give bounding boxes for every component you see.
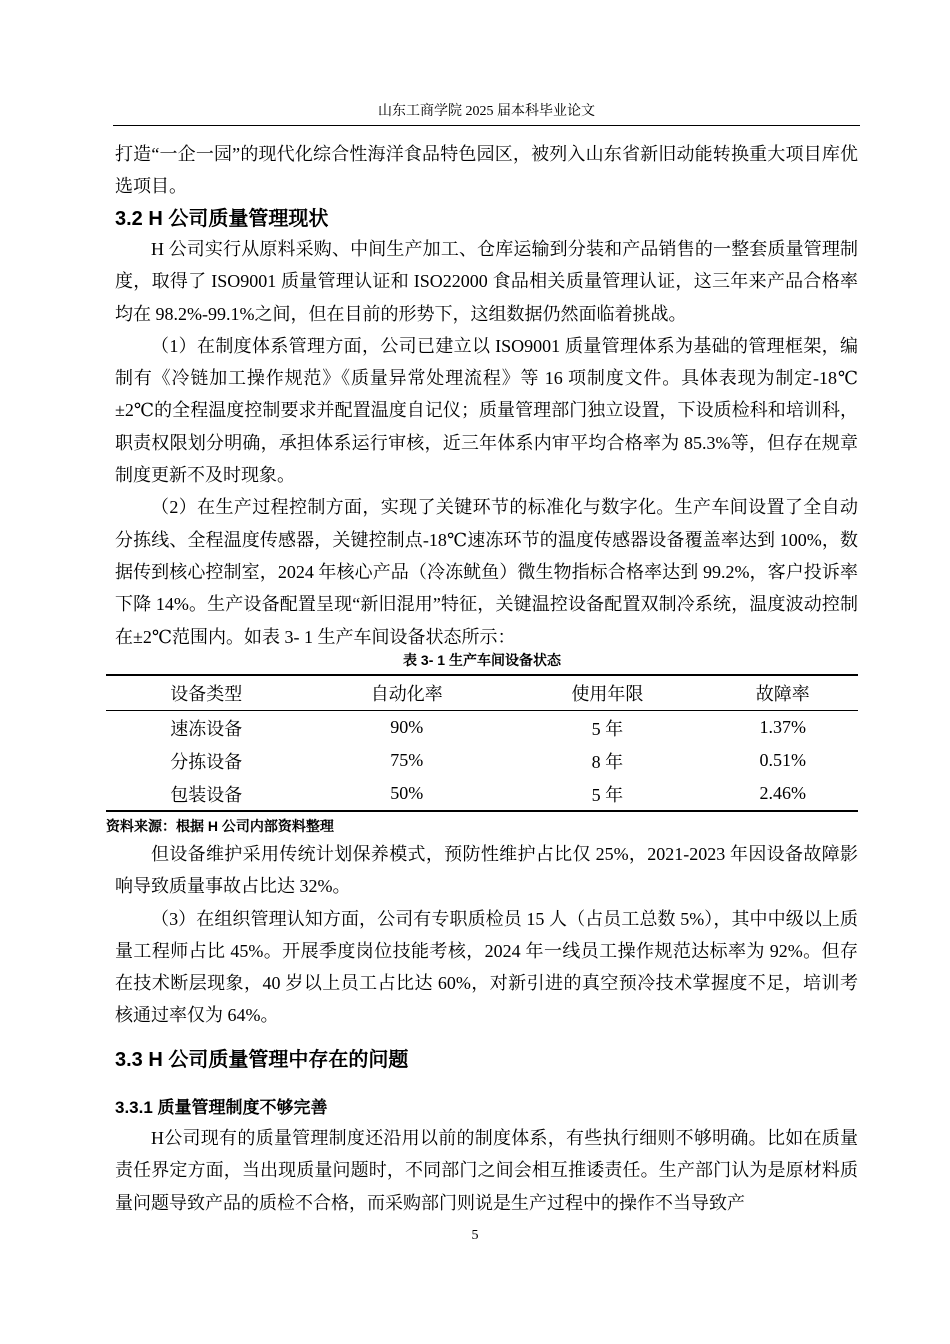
table-cell: 90% [390, 717, 424, 737]
paragraph: 但设备维护采用传统计划保养模式，预防性维护占比仅 25%，2021-2023 年因设备故障影响导致质量事故占比达 32%。 [115, 844, 858, 897]
page-number: 5 [471, 1228, 479, 1243]
paragraph: （1）在制度体系管理方面，公司已建立以 ISO9001 质量管理体系为基础的管理框架，编制有《冷链加工操作规范》《质量异常处理流程》等 16 项制度文件。具体表现为制定-18℃±2℃的全程温度控制要求并配置温度自记仪；质量管理部门独立设置，下设质检科和培训科，职责权限划分明确，承担体系运行审核，近三年体系内审平均合格率为 85.3%等，但存在规章制度更新不及时现象。 [115, 335, 858, 486]
column-header: 自动化率 [307, 675, 508, 711]
table-cell: 分拣设备 [170, 751, 243, 772]
table-cell: 0.51% [759, 750, 807, 770]
page-header: 山东工商学院 2025 届本科毕业论文 [113, 100, 860, 126]
paragraph: （3）在组织管理认知方面，公司有专职质检员 15 人（占员工总数 5%），其中中级以上质量工程师占比 45%。开展季度岗位技能考核，2024 年一线员工操作规范达标率为 92%。但存在技术断层现象，40 岁以上员工占比达 60%，对新引进的真空预冷技术掌握度不足，培训考核通过率仅为 64%。 [115, 908, 858, 1026]
column-header: 故障率 [708, 675, 858, 711]
section-3-3-1-body [115, 1122, 858, 1219]
section-heading-3-2: 3.2 H 公司质量管理现状 [115, 208, 329, 230]
table-cell: 速冻设备 [170, 718, 243, 739]
table-cell: 包装设备 [170, 784, 243, 805]
column-header: 使用年限 [507, 675, 708, 711]
section-heading-3-3: 3.3 H 公司质量管理中存在的问题 [115, 1049, 409, 1071]
paragraph: H公司现有的质量管理制度还沿用以前的制度体系，有些执行细则不够明确。比如在质量责任界定方面，当出现质量问题时，不同部门之间会相互推诿责任。生产部门认为是原材料质量问题导致产品的质检不合格，而采购部门则说是生产过程中的操作不当导致产 [115, 1128, 858, 1213]
table-caption: 表 3- 1 生产车间设备状态 [403, 652, 561, 668]
table-cell: 75% [390, 750, 424, 770]
paragraph: （2）在生产过程控制方面，实现了关键环节的标准化与数字化。生产车间设置了全自动分拣线、全程温度传感器，关键控制点-18℃速冻环节的温度传感器设备覆盖率达到 100%，数据传到核心控制室，2024 年核心产品（冷冻鱿鱼）微生物指标合格率达到 99.2%，客户投诉率下降 14%。生产设备配置呈现“新旧混用”特征，关键温控设备配置双制冷系统，温度波动控制在±2℃范围内。如表 3- 1 生产车间设备状态所示： [115, 497, 858, 647]
table-cell: 50% [390, 783, 424, 803]
table-cell: 2.46% [759, 783, 807, 803]
table-cell: 1.37% [759, 717, 807, 737]
table-row [106, 711, 858, 745]
table-row [106, 777, 858, 811]
paragraph: 打造“一企一园”的现代化综合性海洋食品特色园区，被列入山东省新旧动能转换重大项目库优选项目。 [115, 144, 858, 197]
equipment-table [106, 674, 858, 812]
table-source-note: 资料来源：根据 H 公司内部资料整理 [106, 818, 334, 834]
table-cell: 5 年 [591, 784, 624, 805]
intro-paragraph [115, 138, 858, 203]
subsection-heading-3-3-1: 3.3.1 质量管理制度不够完善 [115, 1098, 328, 1117]
table-header-row [106, 675, 858, 711]
table-cell: 8 年 [591, 751, 624, 772]
column-header: 设备类型 [106, 675, 307, 711]
section-3-2-body-continued [115, 838, 858, 1032]
table-row [106, 744, 858, 777]
section-3-2-body [115, 233, 858, 653]
table-cell: 5 年 [591, 718, 624, 739]
paragraph: H 公司实行从原料采购、中间生产加工、仓库运输到分装和产品销售的一整套质量管理制度，取得了 ISO9001 质量管理认证和 ISO22000 食品相关质量管理认证，这三年来产品合格率均在 98.2%-99.1%之间，但在目前的形势下，这组数据仍然面临着挑战。 [115, 239, 858, 324]
